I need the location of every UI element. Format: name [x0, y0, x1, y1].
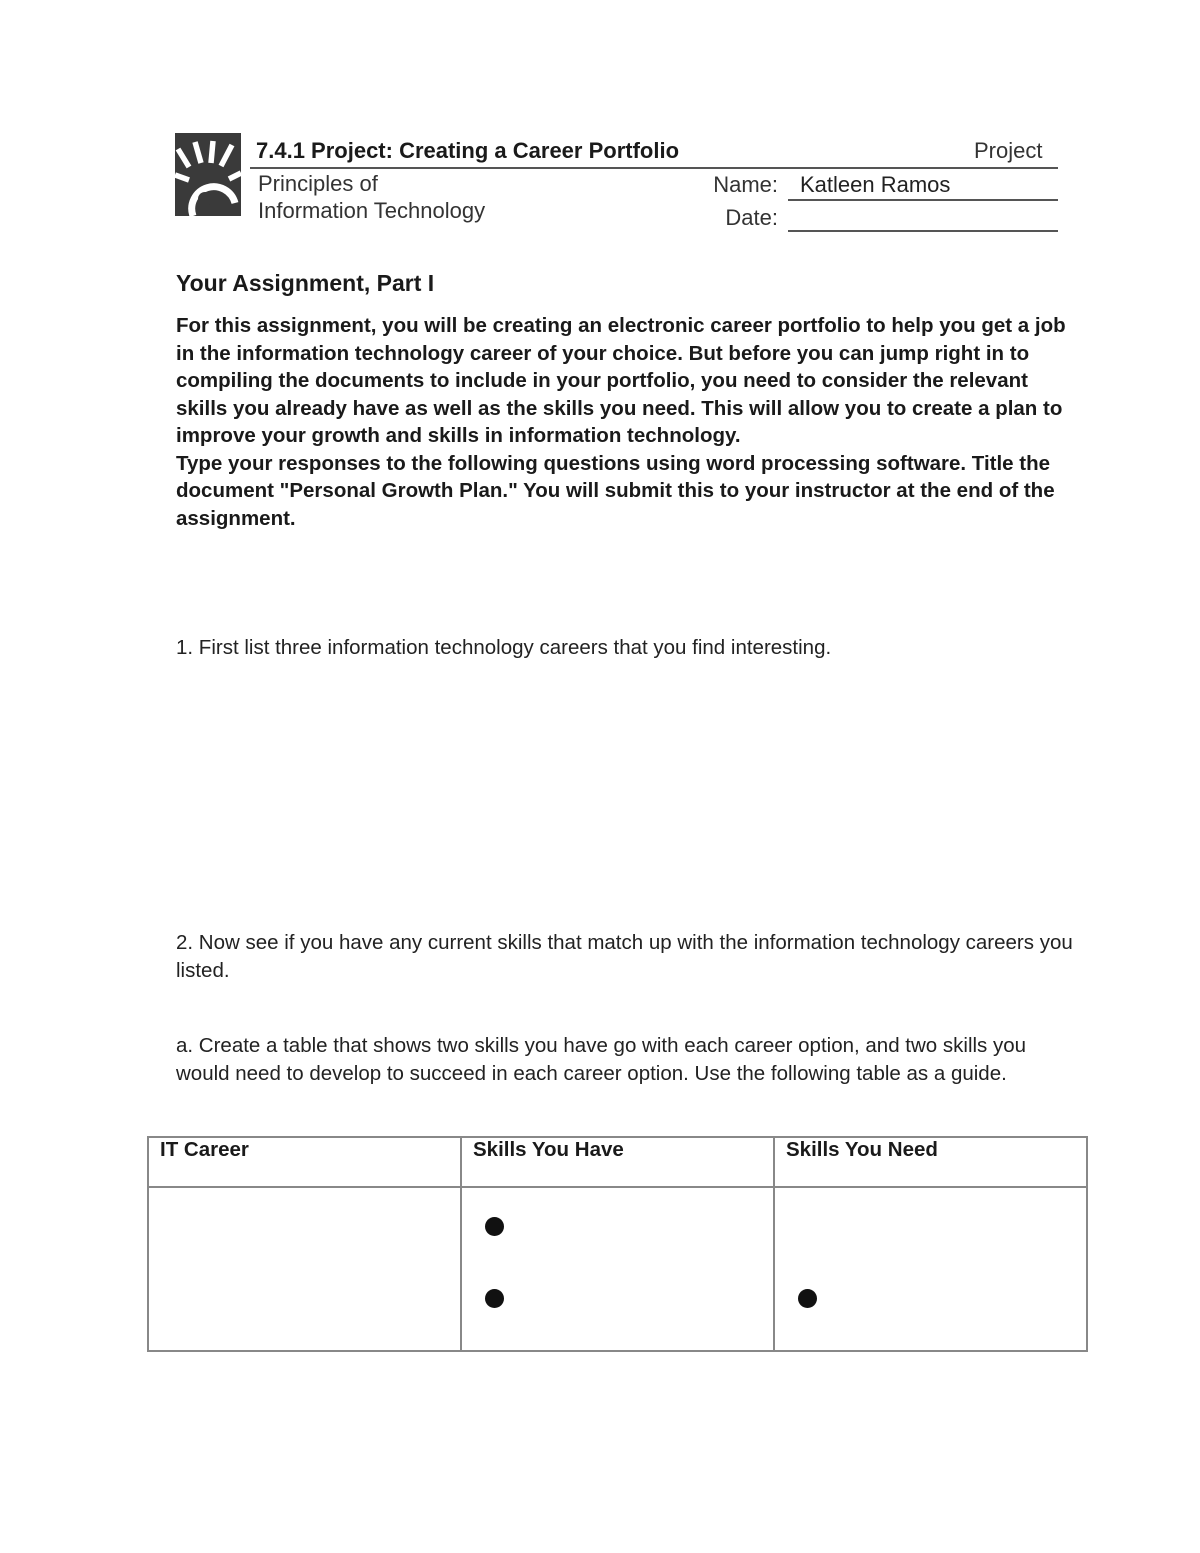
instructions-paragraph-1: For this assignment, you will be creating an electronic career portfolio to help you get a job in the information technology career of your choice. But before you can jump right in to compiling the documents to include in your portfolio, you need to consider the relevant skills you already have as well as the skills you need. This will allow you to create a plan to improve your growth and skills in information technology. — [176, 314, 1066, 447]
bullet-icon — [485, 1289, 504, 1308]
course-line-2: Information Technology — [258, 198, 486, 223]
name-label: Name: — [713, 172, 778, 197]
header-skills-you-need: Skills You Need — [774, 1137, 1087, 1187]
bullet-icon — [798, 1289, 817, 1308]
cell-it-career[interactable] — [148, 1187, 461, 1351]
cell-skills-you-have[interactable] — [461, 1187, 774, 1351]
table-row — [148, 1187, 1087, 1351]
table-header-row — [148, 1137, 1087, 1187]
document-title: 7.4.1 Project: Creating a Career Portfolio — [256, 138, 680, 163]
question-1: 1. First list three information technology careers that you find interesting. — [176, 636, 832, 659]
name-underline — [788, 199, 1058, 201]
name-field[interactable]: Katleen Ramos — [800, 172, 951, 197]
sunburst-logo-icon — [175, 133, 241, 216]
question-2: 2. Now see if you have any current skills that match up with the information technology careers you listed. — [176, 931, 1073, 982]
section-heading: Your Assignment, Part I — [176, 270, 435, 296]
bullet-icon — [485, 1217, 504, 1236]
document-type-label: Project — [974, 138, 1043, 163]
cell-skills-you-need[interactable] — [774, 1187, 1087, 1351]
date-label: Date: — [725, 205, 778, 230]
assignment-instructions — [176, 312, 1066, 532]
question-2a: a. Create a table that shows two skills you have go with each career option, and two skills you would need to develop to succeed in each career option. Use the following table as a guide. — [176, 1034, 1027, 1085]
header-skills-you-have: Skills You Have — [461, 1137, 774, 1187]
skills-table — [147, 1136, 1088, 1352]
header-it-career: IT Career — [148, 1137, 461, 1187]
course-line-1: Principles of — [258, 171, 378, 196]
course-name — [258, 170, 485, 224]
header-divider — [250, 167, 1058, 169]
date-field[interactable] — [788, 230, 1058, 232]
instructions-paragraph-2: Type your responses to the following questions using word processing software. Title the document "Personal Growth Plan." You will submit this to your instructor at the end of the assignment. — [176, 451, 1055, 530]
